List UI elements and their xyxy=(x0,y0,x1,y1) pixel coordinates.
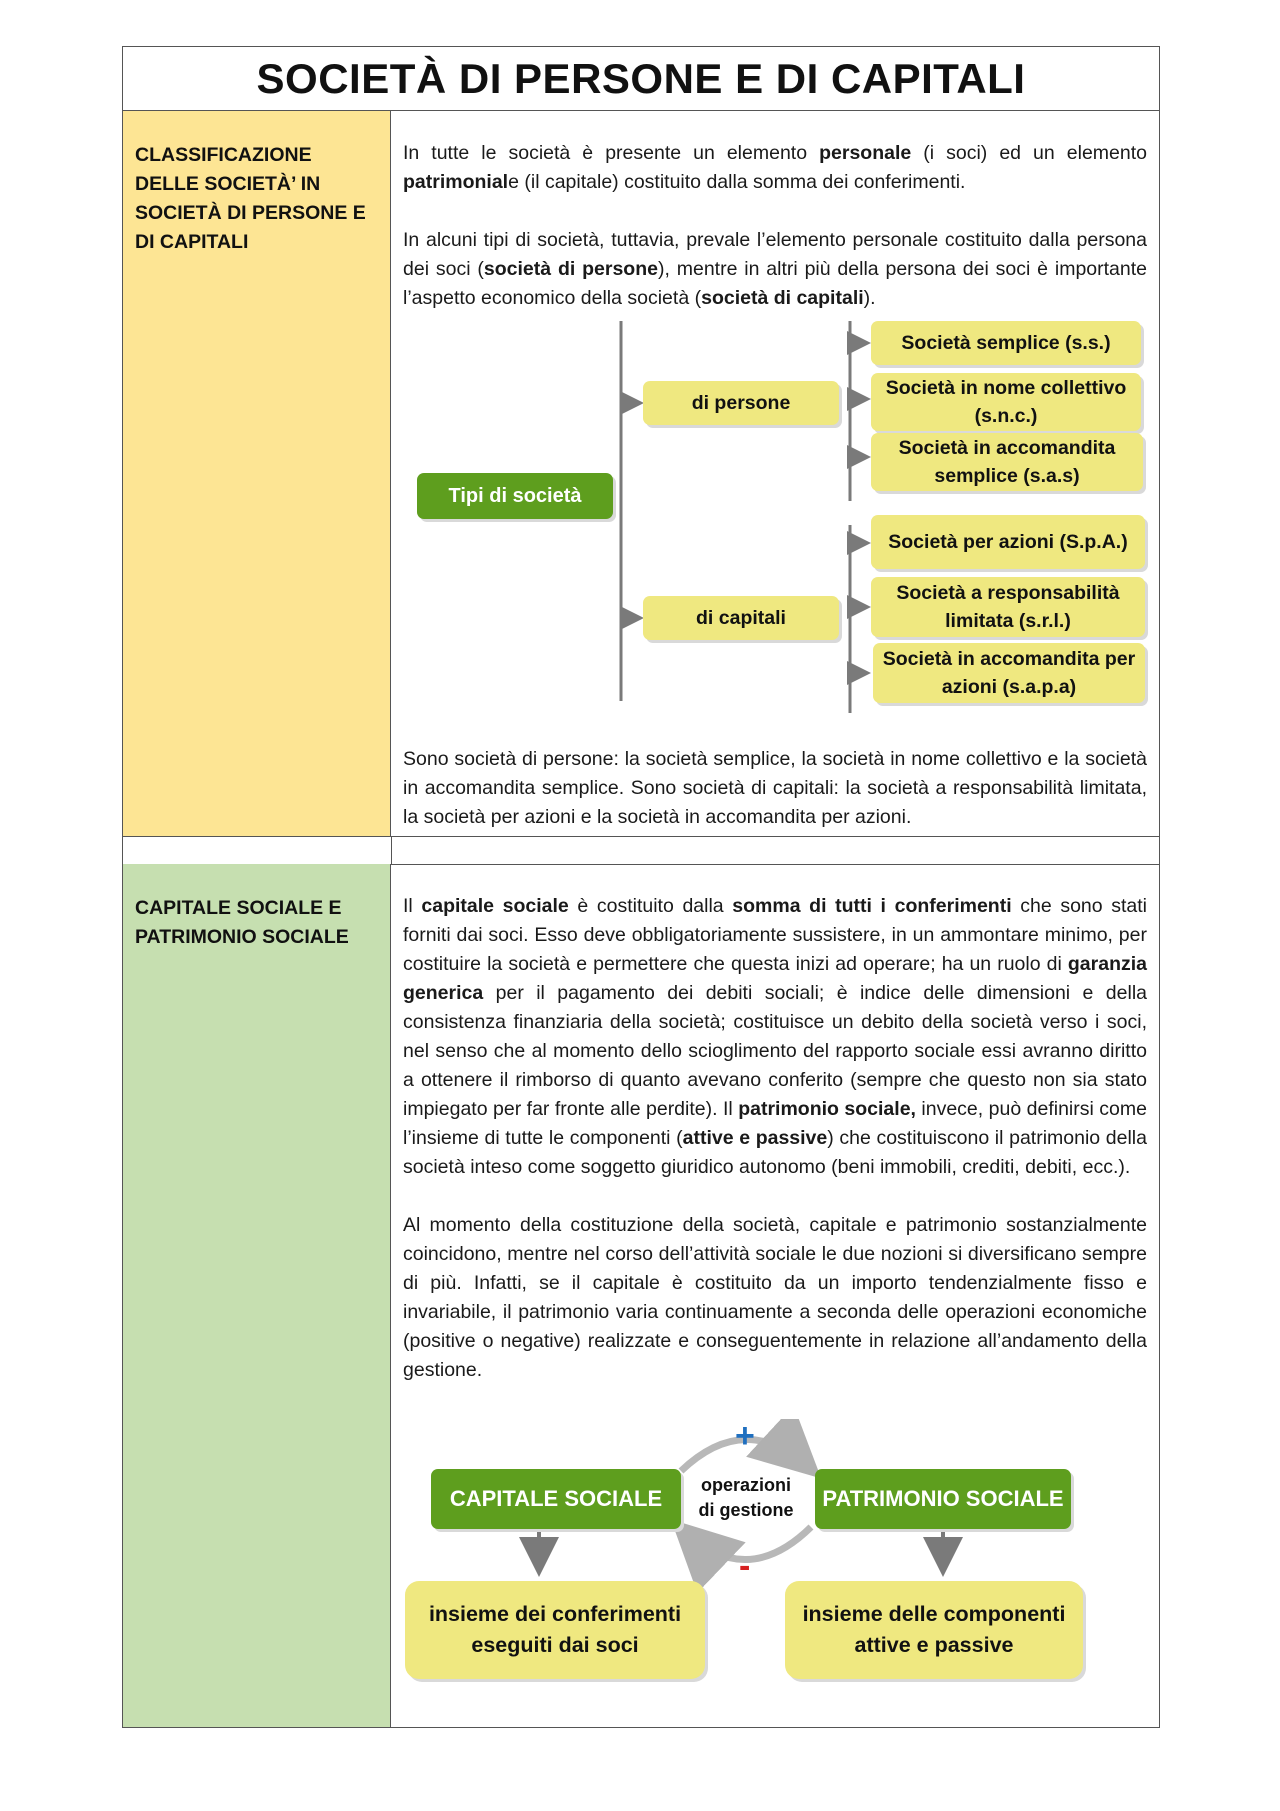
tree-item-sas: Società in accomandita semplice (s.a.s) xyxy=(871,433,1143,491)
capitale-desc-box: insieme dei conferimenti eseguiti dai soci xyxy=(405,1581,705,1679)
row-separator-1 xyxy=(123,836,1159,837)
tree-item-sapa: Società in accomandita per azioni (s.a.p.a) xyxy=(873,643,1145,703)
patrimonio-desc-box: insieme delle componenti attive e passive xyxy=(785,1581,1083,1679)
operazioni-gestione-label: operazioni di gestione xyxy=(698,1475,794,1520)
company-types-tree xyxy=(391,321,1159,721)
tree-item-spa: Società per azioni (S.p.A.) xyxy=(871,515,1145,569)
section1-paragraph-1: In tutte le società è presente un elemento personale (i soci) ed un elemento patrimoniale (il capitale) costituito dalla somma dei conferimenti. xyxy=(403,142,1147,193)
tree-branch-capitali: di capitali xyxy=(643,596,839,640)
minus-sign: - xyxy=(739,1547,751,1585)
section1-summary-cell xyxy=(391,745,1159,832)
page-title: SOCIETÀ DI PERSONE E DI CAPITALI xyxy=(256,54,1026,102)
section1-paragraph-2: In alcuni tipi di società, tuttavia, prevale l’elemento personale costituito dalla persona dei soci (società di persone), mentre in altri più della persona dei soci è importante l’aspetto economico della società (società di capitali). xyxy=(403,229,1148,309)
tree-root-box: Tipi di società xyxy=(417,473,613,519)
title-row xyxy=(123,47,1159,111)
section1-paragraph-3: Sono società di persone: la società semplice, la società in nome collettivo e la società in accomandita semplice. Sono società di capitali: la società a responsabilità limitata, la società per azioni e la società in accomandita per azioni. xyxy=(403,748,1147,828)
section2-paragraph-2: Al momento della costituzione della società, capitale e patrimonio sostanzialmente coincidono, mentre nel corso dell’attività sociale le due nozioni si diversificano sempre di più. Infatti, se il capitale è costituito da un importo tendenzialmente fisso e invariabile, il patrimonio varia continuamente a seconda delle operazioni economiche (positive o negative) realizzate e conseguentemente in relazione all’andamento della gestione. xyxy=(403,1214,1147,1381)
tree-item-srl: Società a responsabilità limitata (s.r.l.) xyxy=(871,577,1145,637)
capitale-sociale-box: CAPITALE SOCIALE xyxy=(431,1469,681,1529)
spacer-row-divider xyxy=(391,836,392,864)
tree-item-ss: Società semplice (s.s.) xyxy=(871,321,1141,365)
section1-heading: CLASSIFICAZIONE DELLE SOCIETÀ’ IN SOCIETÀ DI PERSONE E DI CAPITALI xyxy=(135,144,366,253)
section2-heading-cell xyxy=(123,864,391,1727)
section2-heading: CAPITALE SOCIALE E PATRIMONIO SOCIALE xyxy=(135,897,349,948)
tree-item-snc: Società in nome collettivo (s.n.c.) xyxy=(871,373,1141,431)
section2-paragraph-1: Il capitale sociale è costituito dalla somma di tutti i conferimenti che sono stati forniti dai soci. Esso deve obbligatoriamente sussistere, in un ammontare minimo, per costituire la società e permettere che questa inizi ad operare; ha un ruolo di garanzia generica per il pagamento dei debiti sociali; è indice delle dimensioni e della consistenza finanziaria della società; costituisce un debito della società verso i soci, nel senso che al momento dello scioglimento del rapporto sociale essi avranno diritto a ottenere il rimborso di quanto avevano conferito (sempre che questo non sia stato impiegato per far fronte alle perdite). Il patrimonio sociale, invece, può definirsi come l’insieme di tutte le componenti (attive e passive) che costituiscono il patrimonio della società inteso come soggetto giuridico autonomo (beni immobili, crediti, debiti, ecc.). xyxy=(403,895,1147,1178)
patrimonio-sociale-box: PATRIMONIO SOCIALE xyxy=(815,1469,1071,1529)
document-frame xyxy=(122,46,1160,1728)
section1-heading-cell xyxy=(123,111,391,836)
capital-patrimony-diagram xyxy=(391,1419,1159,1719)
tree-branch-persone: di persone xyxy=(643,381,839,425)
plus-sign: + xyxy=(735,1417,755,1455)
